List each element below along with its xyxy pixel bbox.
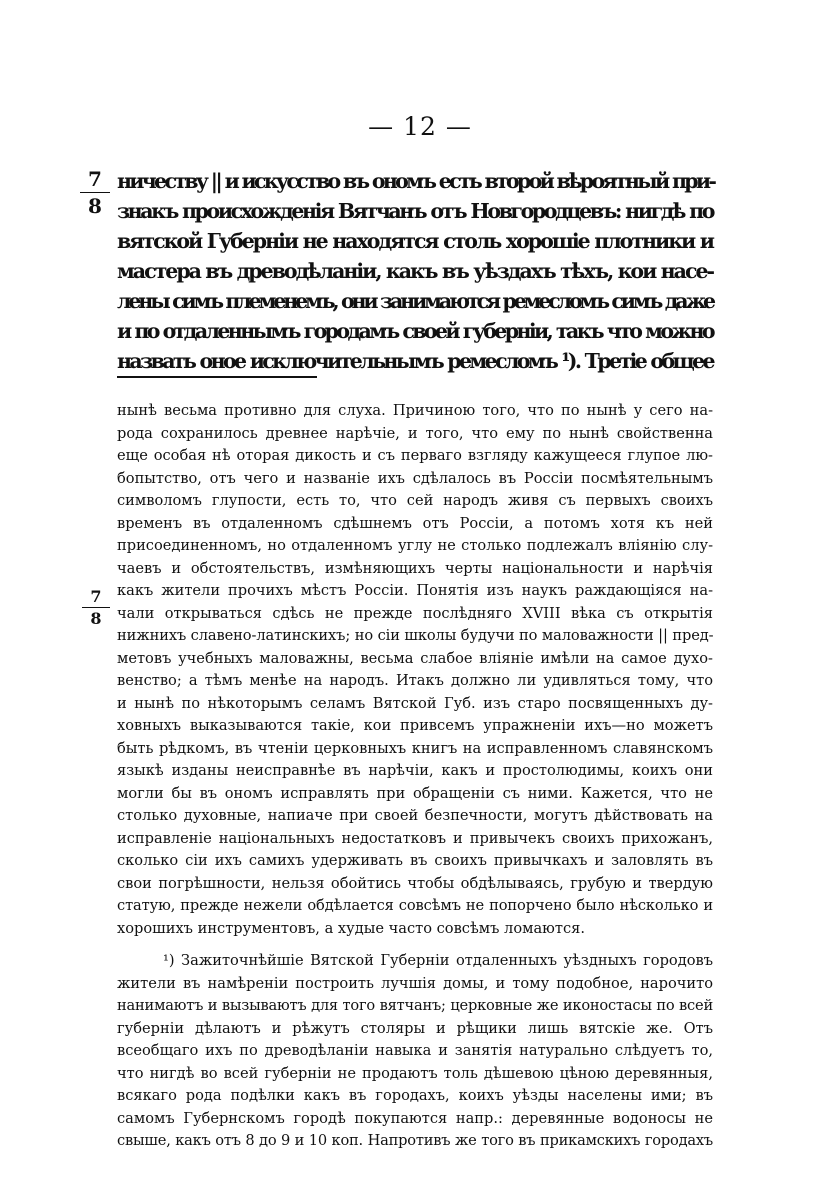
footnote-line: рода сохранилось древнее нарѣчіе, и того, что ему по нынѣ свойственна	[117, 424, 713, 442]
footnote-line: быть рѣдкомъ, въ чтеніи церковныхъ книгъ на исправленномъ славянскомъ	[117, 739, 713, 757]
main-line: назвать оное исключительнымъ ремесломъ ¹). Третіе общее	[117, 349, 713, 373]
footnote-line: еще особая нѣ оторая дикость и съ перваго взгляду кажущееся глупое лю-	[117, 447, 713, 464]
footnote-1-line: всеобщаго ихъ по древодѣланіи навыка и занятія натурально слѣдуетъ то,	[117, 1042, 713, 1059]
footnote-line: столько духовные, напиаче при своей безпечности, могутъ дѣйствовать на	[117, 807, 713, 824]
footnote-line: свои погрѣшности, нельзя обойтись чтобы обдѣлываясь, грубую и твердую	[117, 874, 713, 892]
main-line: знакъ происхожденія Вятчанъ отъ Новгородцевъ: нигдѣ по	[117, 199, 713, 223]
footnote-line: и нынѣ по нѣкоторымъ селамъ Вятской Губ. изъ старо посвященныхъ ду-	[117, 694, 713, 712]
footnote-1-line: жители въ намѣреніи построить лучшія домы, и тому подобное, нарочито	[117, 974, 713, 992]
footnote-line: языкѣ изданы неисправнѣе въ нарѣчіи, какъ и простолюдимы, коихъ они	[117, 762, 713, 779]
main-line: и по отдаленнымъ городамъ своей губерніи, такъ что можно	[117, 319, 713, 343]
footnote-line: чаевъ и обстоятельствъ, измѣняющихъ черты національности и нарѣчія	[117, 559, 713, 577]
footnote-line: сколько сіи ихъ самихъ удерживать въ своихъ привычкахъ и заловлять въ	[117, 852, 713, 869]
footnote-line: чали открываться сдѣсь не прежде послѣдняго XVIII вѣка съ открытія	[117, 604, 713, 622]
footnote-separator-rule	[117, 376, 317, 378]
footnote-line: метовъ учебныхъ маловажны, весьма слабое вліяніе имѣли на самое духо-	[117, 649, 713, 667]
main-text	[117, 166, 713, 376]
footnote-line: нынѣ весьма противно для слуха. Причиною того, что по нынѣ у сего на-	[117, 402, 713, 419]
footnote-line: могли бы въ ономъ исправлять при обращеніи съ ними. Кажется, что не	[117, 784, 713, 802]
footnote-line: какъ жители прочихъ мѣстъ Россіи. Понятія изъ наукъ раждающіяся на-	[117, 582, 713, 599]
footnote-1-line: самомъ Губернскомъ городѣ покупаются напр.: деревянные водоносы не	[117, 1109, 713, 1127]
margin-mark-top: 7	[80, 166, 110, 193]
page-number: — 12 —	[368, 112, 472, 141]
margin-page-mark-main	[80, 166, 110, 219]
footnote-line: временъ въ отдаленномъ сдѣшнемъ отъ Россіи, а потомъ хотя къ ней	[117, 514, 713, 532]
footnote-line: ховныхъ выказываются такіе, кои привсемъ упражненіи ихъ—но можетъ	[117, 717, 713, 734]
footnote-line: нижнихъ славено-латинскихъ; но сіи школы будучи по маловажности || пред-	[117, 627, 714, 644]
footnote-1-line: свыше, какъ отъ 8 до 9 и 10 коп. Напротивъ же того въ прикамскихъ городахъ	[117, 1132, 713, 1149]
main-line: мастера въ древодѣланіи, какъ въ уѣздахъ тѣхъ, кои насе-	[117, 259, 713, 283]
margin-page-mark-footnote	[82, 586, 110, 629]
footnote-line: присоединенномъ, но отдаленномъ углу не столько подлежалъ вліянію слу-	[117, 537, 713, 554]
main-line: ничеству || и искусство въ ономъ есть второй вѣроятный при-	[117, 169, 715, 193]
main-line: вятской Губерніи не находятся столь хорошіе плотники и	[117, 229, 713, 253]
main-line: лены симъ племенемъ, они занимаются ремесломъ симъ даже	[117, 289, 713, 313]
footnote-line: бопытство, отъ чего и названіе ихъ сдѣлалось въ Россіи посмѣятельнымъ	[117, 469, 713, 487]
footnote-1-line: ¹) Зажиточнѣйшіе Вятской Губерніи отдаленныхъ уѣздныхъ городовъ	[163, 952, 713, 969]
footnote-line: венство; а тѣмъ менѣе на народъ. Итакъ должно ли удивляться тому, что	[117, 672, 713, 689]
footnote-line: статую, прежде нежели обдѣлается совсѣмъ не попорчено было нѣсколько и	[117, 897, 713, 914]
footnote-line: исправленіе національныхъ недостатковъ и привычекъ своихъ прихожанъ,	[117, 829, 713, 847]
margin-mark-bottom: 8	[90, 609, 102, 628]
margin-mark-top: 7	[82, 586, 110, 608]
footnote-line: хорошихъ инструментовъ, а худые часто совсѣмъ ломаются.	[117, 919, 585, 937]
footnote-1-line: всякаго рода подѣлки какъ въ городахъ, коихъ уѣзды населены ими; въ	[117, 1087, 713, 1104]
footnote-gap	[117, 940, 713, 950]
footnotes	[117, 400, 713, 1153]
margin-mark-bottom: 8	[88, 194, 102, 218]
footnote-1-line: губерніи дѣлаютъ и рѣжутъ столяры и рѣщики лишь вятскіе же. Отъ	[117, 1019, 713, 1037]
footnote-line: символомъ глупости, есть то, что сей народъ живя съ первыхъ своихъ	[117, 492, 713, 509]
footnote-1-line: что нигдѣ во всей губерніи не продаютъ толь дѣшевою цѣною деревянныя,	[117, 1064, 713, 1082]
footnote-1-line: нанимаютъ и вызываютъ для того вятчанъ; церковные же иконостасы по всей	[117, 997, 713, 1014]
